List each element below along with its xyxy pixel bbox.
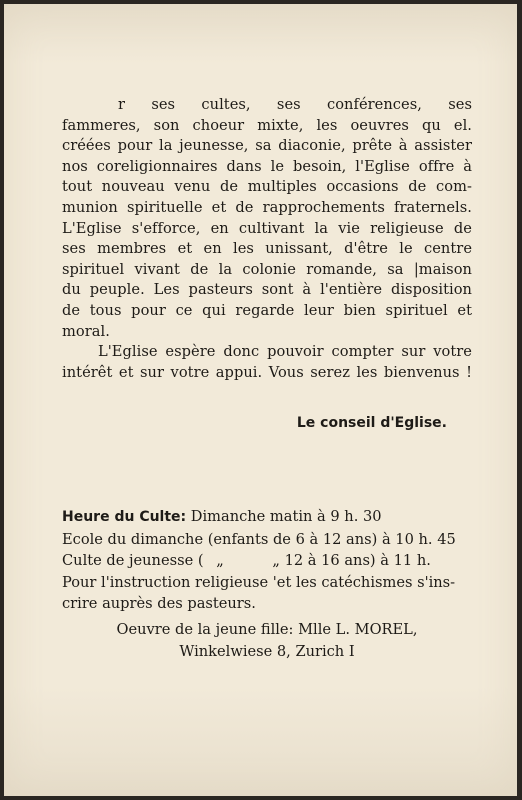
schedule-heading-row bbox=[62, 506, 472, 529]
letter-line: ses membres et en les unissant, d'être le centre bbox=[62, 240, 472, 258]
letter-line: créées pour la jeunesse, sa diaconie, prête à assister bbox=[62, 137, 472, 155]
letter-line: de tous pour ce qui regarde leur bien spirituel et bbox=[62, 301, 472, 319]
letter-line: fammeres, son choeur mixte, les oeuvres qu el. bbox=[62, 116, 472, 134]
page-sheet bbox=[4, 4, 517, 796]
contact-line: Oeuvre de la jeune fille: Mlle L. MOREL, bbox=[116, 620, 418, 638]
letter-line: tout nouveau venu de multiples occasions de com- bbox=[62, 178, 472, 196]
closing-line: intérêt et sur votre appui. Vous serez les bienvenus ! bbox=[62, 363, 472, 381]
torn-bottom-edge bbox=[4, 686, 517, 796]
instruction-line: Pour l'instruction religieuse 'et les catéchismes s'ins- bbox=[62, 573, 456, 591]
letter-line: du peuple. Les pasteurs sont à l'entière disposition bbox=[62, 281, 472, 299]
letter-body bbox=[62, 95, 472, 383]
torn-top-edge bbox=[4, 4, 517, 64]
letter-line: r ses cultes, ses conférences, ses bbox=[118, 96, 472, 113]
youth-service-ditto: „ bbox=[216, 552, 224, 570]
schedule-heading-value: Dimanche matin à 9 h. 30 bbox=[190, 508, 382, 525]
youth-service-suffix: „ 12 à 16 ans) à 11 h. bbox=[272, 552, 431, 570]
letter-line: moral. bbox=[62, 322, 110, 340]
closing-line: L'Eglise espère donc pouvoir compter sur votre bbox=[98, 343, 472, 361]
letter-line: nos coreligionnaires dans le besoin, l'Eglise offre à bbox=[62, 157, 472, 175]
sunday-school-row: Ecole du dimanche (enfants de 6 à 12 ans) à 10 h. 45 bbox=[62, 530, 456, 548]
letter-line: munion spirituelle et de rapprochements fraternels. bbox=[62, 198, 472, 216]
instruction-line: crire auprès des pasteurs. bbox=[62, 595, 256, 613]
youth-service-prefix: Culte de jeunesse ( bbox=[62, 552, 204, 570]
contact-line: Winkelwiese 8, Zurich I bbox=[179, 642, 355, 660]
signature: Le conseil d'Eglise. bbox=[296, 415, 447, 431]
letter-line: spirituel vivant de la colonie romande, sa |maison bbox=[62, 260, 472, 278]
service-schedule bbox=[62, 506, 472, 662]
letter-line: L'Eglise s'efforce, en cultivant la vie religieuse de bbox=[62, 219, 472, 237]
youth-service-row bbox=[62, 550, 472, 572]
schedule-heading: Heure du Culte: bbox=[62, 509, 187, 525]
